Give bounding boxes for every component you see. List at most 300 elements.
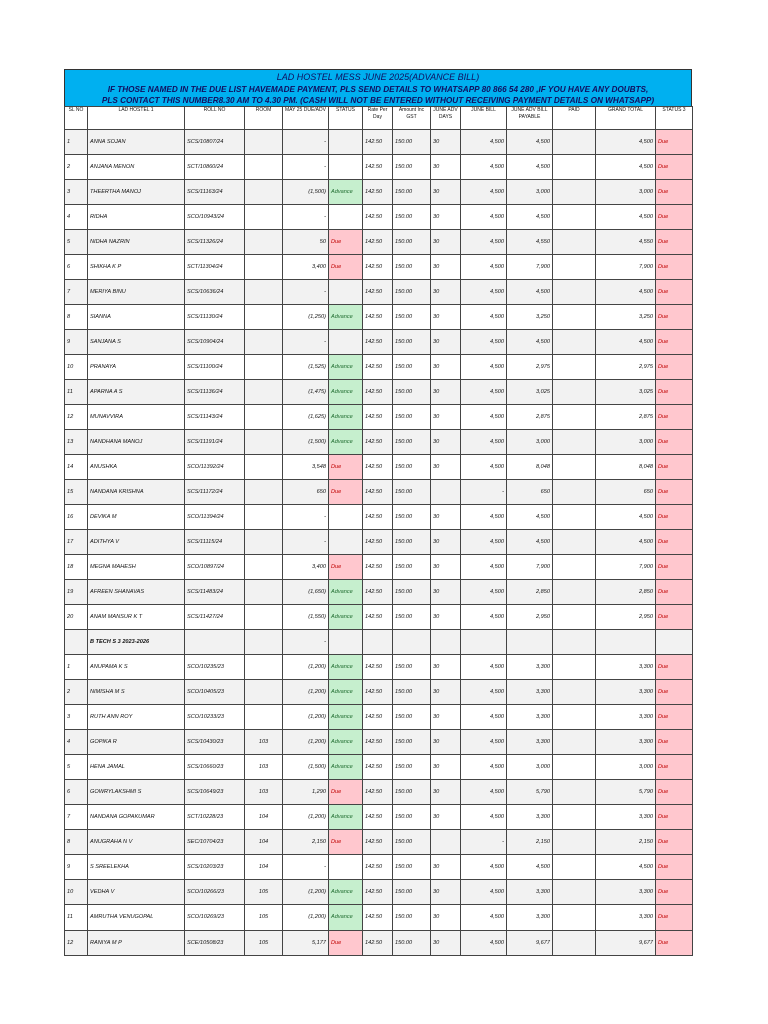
name-cell: SIANNA xyxy=(88,305,185,330)
name-cell: THEERTHA MANOJ xyxy=(88,180,185,205)
sl-no-cell: 6 xyxy=(65,255,88,280)
payable-cell: 4,500 xyxy=(507,205,553,230)
roll-no-cell: SCO/10235/23 xyxy=(185,655,245,680)
col-header: JUNE ADV DAYS xyxy=(431,107,461,130)
rate-cell: 142.50 xyxy=(363,530,393,555)
sl-no-cell: 15 xyxy=(65,480,88,505)
june-bill-cell: 4,500 xyxy=(461,680,507,705)
paid-cell xyxy=(553,280,596,305)
grand-total-cell: 3,300 xyxy=(596,655,656,680)
bill-rows xyxy=(65,130,693,956)
status3-cell: Due xyxy=(656,680,693,705)
status3-cell: Due xyxy=(656,605,693,630)
room-cell xyxy=(245,305,283,330)
june-bill-cell: 4,500 xyxy=(461,455,507,480)
june-bill-cell: 4,500 xyxy=(461,405,507,430)
room-cell xyxy=(245,580,283,605)
grand-total-cell: 650 xyxy=(596,480,656,505)
room-cell xyxy=(245,605,283,630)
paid-cell xyxy=(553,830,596,855)
rate-cell: 142.50 xyxy=(363,655,393,680)
amount-cell: 150.00 xyxy=(393,830,431,855)
sl-no-cell: 4 xyxy=(65,730,88,755)
grand-total-cell: 4,500 xyxy=(596,155,656,180)
room-cell xyxy=(245,180,283,205)
status3-cell: Due xyxy=(656,530,693,555)
name-cell: NANDHANA MANOJ xyxy=(88,430,185,455)
roll-no-cell: SCS/10660/23 xyxy=(185,755,245,780)
amount-cell: 150.00 xyxy=(393,380,431,405)
may-due-cell: 650 xyxy=(283,480,329,505)
paid-cell xyxy=(553,205,596,230)
status3-cell: Due xyxy=(656,255,693,280)
room-cell xyxy=(245,255,283,280)
amount-cell: 150.00 xyxy=(393,680,431,705)
paid-cell xyxy=(553,705,596,730)
name-cell: AMRUTHA VENUGOPAL xyxy=(88,905,185,930)
roll-no-cell: SCO/10269/23 xyxy=(185,905,245,930)
status3-cell: Due xyxy=(656,405,693,430)
paid-cell xyxy=(553,380,596,405)
name-cell: MERIYA BINU xyxy=(88,280,185,305)
adv-days-cell: 30 xyxy=(431,305,461,330)
june-bill-cell: 4,500 xyxy=(461,280,507,305)
table-row xyxy=(65,205,693,230)
sl-no-cell: 7 xyxy=(65,805,88,830)
rate-cell xyxy=(363,630,393,655)
sl-no-cell: 18 xyxy=(65,555,88,580)
amount-cell: 150.00 xyxy=(393,805,431,830)
name-cell: GOPIKA R xyxy=(88,730,185,755)
room-cell xyxy=(245,405,283,430)
june-bill-cell: 4,500 xyxy=(461,305,507,330)
grand-total-cell xyxy=(596,630,656,655)
status-cell: Due xyxy=(329,555,363,580)
roll-no-cell: SCS/10203/23 xyxy=(185,855,245,880)
rate-cell: 142.50 xyxy=(363,930,393,955)
adv-days-cell: 30 xyxy=(431,380,461,405)
payable-cell: 4,500 xyxy=(507,330,553,355)
june-bill-cell: 4,500 xyxy=(461,655,507,680)
status-cell: Advance xyxy=(329,405,363,430)
may-due-cell: - xyxy=(283,855,329,880)
status-cell: Advance xyxy=(329,655,363,680)
payable-cell: 7,900 xyxy=(507,555,553,580)
rate-cell: 142.50 xyxy=(363,180,393,205)
sl-no-cell: 8 xyxy=(65,305,88,330)
table-row xyxy=(65,355,693,380)
sl-no-cell: 1 xyxy=(65,655,88,680)
section-row xyxy=(65,630,693,655)
room-cell: 104 xyxy=(245,830,283,855)
sl-no-cell: 10 xyxy=(65,355,88,380)
june-bill-cell: 4,500 xyxy=(461,855,507,880)
name-cell: ANUPAMA K S xyxy=(88,655,185,680)
status3-cell: Due xyxy=(656,205,693,230)
may-due-cell: (1,200) xyxy=(283,705,329,730)
grand-total-cell: 3,250 xyxy=(596,305,656,330)
name-cell: VEDHA V xyxy=(88,880,185,905)
status-cell xyxy=(329,530,363,555)
roll-no-cell: SCO/11392/24 xyxy=(185,455,245,480)
may-due-cell: - xyxy=(283,155,329,180)
status3-cell: Due xyxy=(656,380,693,405)
payable-cell: 3,300 xyxy=(507,730,553,755)
rate-cell: 142.50 xyxy=(363,155,393,180)
sl-no-cell: 14 xyxy=(65,455,88,480)
adv-days-cell: 30 xyxy=(431,930,461,955)
status-cell xyxy=(329,505,363,530)
sl-no-cell: 13 xyxy=(65,430,88,455)
amount-cell: 150.00 xyxy=(393,905,431,930)
payable-cell: 2,875 xyxy=(507,405,553,430)
table-row xyxy=(65,230,693,255)
table-row xyxy=(65,680,693,705)
status-cell: Advance xyxy=(329,905,363,930)
paid-cell xyxy=(553,455,596,480)
status-cell: Advance xyxy=(329,380,363,405)
table-row xyxy=(65,655,693,680)
paid-cell xyxy=(553,580,596,605)
may-due-cell: - xyxy=(283,280,329,305)
sl-no-cell: 4 xyxy=(65,205,88,230)
sl-no-cell: 2 xyxy=(65,155,88,180)
rate-cell: 142.50 xyxy=(363,280,393,305)
payable-cell: 3,025 xyxy=(507,380,553,405)
name-cell: NIDHA NAZRIN xyxy=(88,230,185,255)
grand-total-cell: 3,025 xyxy=(596,380,656,405)
payable-cell: 9,677 xyxy=(507,930,553,955)
may-due-cell: (1,200) xyxy=(283,680,329,705)
payable-cell: 3,000 xyxy=(507,430,553,455)
adv-days-cell: 30 xyxy=(431,755,461,780)
roll-no-cell xyxy=(185,630,245,655)
rate-cell: 142.50 xyxy=(363,680,393,705)
table-row xyxy=(65,405,693,430)
col-header: JUNE ADV BILL PAYABLE xyxy=(507,107,553,130)
status-cell xyxy=(329,330,363,355)
col-header: Amount Inc GST xyxy=(393,107,431,130)
status-cell: Advance xyxy=(329,755,363,780)
amount-cell: 150.00 xyxy=(393,755,431,780)
room-cell xyxy=(245,205,283,230)
status3-cell: Due xyxy=(656,155,693,180)
header-row xyxy=(65,107,693,130)
name-cell: RUTH ANN ROY xyxy=(88,705,185,730)
amount-cell: 150.00 xyxy=(393,280,431,305)
payable-cell: 2,950 xyxy=(507,605,553,630)
table-row xyxy=(65,330,693,355)
col-header: PAID xyxy=(553,107,596,130)
status3-cell: Due xyxy=(656,805,693,830)
rate-cell: 142.50 xyxy=(363,830,393,855)
june-bill-cell: 4,500 xyxy=(461,330,507,355)
adv-days-cell: 30 xyxy=(431,905,461,930)
may-due-cell: - xyxy=(283,630,329,655)
room-cell xyxy=(245,705,283,730)
rate-cell: 142.50 xyxy=(363,555,393,580)
payable-cell: 3,000 xyxy=(507,180,553,205)
amount-cell: 150.00 xyxy=(393,605,431,630)
payable-cell: 2,850 xyxy=(507,580,553,605)
status3-cell: Due xyxy=(656,730,693,755)
may-due-cell: 3,548 xyxy=(283,455,329,480)
status-cell: Due xyxy=(329,230,363,255)
status-cell: Due xyxy=(329,780,363,805)
june-bill-cell: 4,500 xyxy=(461,255,507,280)
roll-no-cell: SCS/10904/24 xyxy=(185,330,245,355)
rate-cell: 142.50 xyxy=(363,480,393,505)
payable-cell: 4,500 xyxy=(507,130,553,155)
name-cell: NIMISHA M S xyxy=(88,680,185,705)
room-cell xyxy=(245,355,283,380)
table-row xyxy=(65,605,693,630)
roll-no-cell: SCO/10943/24 xyxy=(185,205,245,230)
table-row xyxy=(65,130,693,155)
col-header: GRAND TOTAL xyxy=(596,107,656,130)
sl-no-cell: 17 xyxy=(65,530,88,555)
status3-cell: Due xyxy=(656,880,693,905)
june-bill-cell: 4,500 xyxy=(461,730,507,755)
status3-cell: Due xyxy=(656,755,693,780)
payable-cell: 4,500 xyxy=(507,505,553,530)
table-row xyxy=(65,530,693,555)
rate-cell: 142.50 xyxy=(363,430,393,455)
may-due-cell: 3,400 xyxy=(283,255,329,280)
paid-cell xyxy=(553,905,596,930)
amount-cell: 150.00 xyxy=(393,230,431,255)
payable-cell: 3,300 xyxy=(507,905,553,930)
mess-bill-sheet xyxy=(64,69,692,956)
status3-cell: Due xyxy=(656,705,693,730)
status-cell: Advance xyxy=(329,180,363,205)
roll-no-cell: SCS/11100/24 xyxy=(185,355,245,380)
grand-total-cell: 3,000 xyxy=(596,755,656,780)
paid-cell xyxy=(553,305,596,330)
grand-total-cell: 2,850 xyxy=(596,580,656,605)
sl-no-cell: 12 xyxy=(65,405,88,430)
status-cell: Advance xyxy=(329,680,363,705)
name-cell: AFREEN SHANAVAS xyxy=(88,580,185,605)
adv-days-cell: 30 xyxy=(431,230,461,255)
col-header: Rate Per Day xyxy=(363,107,393,130)
adv-days-cell xyxy=(431,830,461,855)
may-due-cell: - xyxy=(283,330,329,355)
table-row xyxy=(65,855,693,880)
table-row xyxy=(65,380,693,405)
adv-days-cell: 30 xyxy=(431,530,461,555)
rate-cell: 142.50 xyxy=(363,855,393,880)
room-cell: 103 xyxy=(245,780,283,805)
status3-cell: Due xyxy=(656,180,693,205)
amount-cell: 150.00 xyxy=(393,330,431,355)
room-cell xyxy=(245,630,283,655)
may-due-cell: 5,177 xyxy=(283,930,329,955)
may-due-cell: (1,200) xyxy=(283,805,329,830)
adv-days-cell: 30 xyxy=(431,555,461,580)
room-cell xyxy=(245,505,283,530)
name-cell: ANUGRAHA N V xyxy=(88,830,185,855)
rate-cell: 142.50 xyxy=(363,880,393,905)
paid-cell xyxy=(553,130,596,155)
adv-days-cell xyxy=(431,480,461,505)
status-cell: Due xyxy=(329,455,363,480)
status3-cell: Due xyxy=(656,130,693,155)
grand-total-cell: 3,300 xyxy=(596,680,656,705)
notice-line-1: IF THOSE NAMED IN THE DUE LIST HAVEMADE PAYMENT, PLS SEND DETAILS TO WHATSAPP 80 866 54 280 ,IF YOU HAVE ANY DOUBTS, xyxy=(107,85,649,94)
paid-cell xyxy=(553,555,596,580)
sl-no-cell: 7 xyxy=(65,280,88,305)
adv-days-cell: 30 xyxy=(431,505,461,530)
amount-cell: 150.00 xyxy=(393,255,431,280)
table-row xyxy=(65,555,693,580)
roll-no-cell: SEC/10704/23 xyxy=(185,830,245,855)
paid-cell xyxy=(553,605,596,630)
may-due-cell: 50 xyxy=(283,230,329,255)
adv-days-cell: 30 xyxy=(431,730,461,755)
rate-cell: 142.50 xyxy=(363,455,393,480)
adv-days-cell: 30 xyxy=(431,330,461,355)
payable-cell xyxy=(507,630,553,655)
table-row xyxy=(65,255,693,280)
payable-cell: 3,300 xyxy=(507,705,553,730)
amount-cell: 150.00 xyxy=(393,205,431,230)
room-cell: 105 xyxy=(245,880,283,905)
grand-total-cell: 2,950 xyxy=(596,605,656,630)
roll-no-cell: SCT/11304/24 xyxy=(185,255,245,280)
col-header: STATUS 3 xyxy=(656,107,693,130)
payable-cell: 3,000 xyxy=(507,755,553,780)
paid-cell xyxy=(553,355,596,380)
name-cell: RANIYA M P xyxy=(88,930,185,955)
roll-no-cell: SCS/10649/23 xyxy=(185,780,245,805)
may-due-cell: (1,200) xyxy=(283,730,329,755)
grand-total-cell: 4,500 xyxy=(596,530,656,555)
june-bill-cell: 4,500 xyxy=(461,155,507,180)
rate-cell: 142.50 xyxy=(363,505,393,530)
sl-no-cell: 9 xyxy=(65,855,88,880)
grand-total-cell: 4,500 xyxy=(596,330,656,355)
name-cell: ANAM MANSUR K T xyxy=(88,605,185,630)
sl-no-cell: 3 xyxy=(65,180,88,205)
paid-cell xyxy=(553,330,596,355)
adv-days-cell: 30 xyxy=(431,405,461,430)
roll-no-cell: SCS/11483/24 xyxy=(185,580,245,605)
june-bill-cell: 4,500 xyxy=(461,505,507,530)
room-cell: 103 xyxy=(245,755,283,780)
table-row xyxy=(65,155,693,180)
paid-cell xyxy=(553,505,596,530)
june-bill-cell: 4,500 xyxy=(461,180,507,205)
sl-no-cell: 2 xyxy=(65,680,88,705)
roll-no-cell: SCS/10636/24 xyxy=(185,280,245,305)
june-bill-cell: 4,500 xyxy=(461,130,507,155)
room-cell xyxy=(245,130,283,155)
name-cell: RIDHA xyxy=(88,205,185,230)
rate-cell: 142.50 xyxy=(363,705,393,730)
roll-no-cell: SCS/11163/24 xyxy=(185,180,245,205)
rate-cell: 142.50 xyxy=(363,330,393,355)
sl-no-cell: 3 xyxy=(65,705,88,730)
paid-cell xyxy=(553,730,596,755)
paid-cell xyxy=(553,680,596,705)
table-row xyxy=(65,805,693,830)
adv-days-cell: 30 xyxy=(431,280,461,305)
june-bill-cell: 4,500 xyxy=(461,205,507,230)
sheet-banner xyxy=(64,69,692,106)
name-cell: ANNA SOJAN xyxy=(88,130,185,155)
col-header: ROLL NO xyxy=(185,107,245,130)
status-cell: Advance xyxy=(329,805,363,830)
rate-cell: 142.50 xyxy=(363,255,393,280)
grand-total-cell: 2,150 xyxy=(596,830,656,855)
adv-days-cell: 30 xyxy=(431,430,461,455)
rate-cell: 142.50 xyxy=(363,305,393,330)
status-cell xyxy=(329,155,363,180)
room-cell xyxy=(245,330,283,355)
payable-cell: 2,975 xyxy=(507,355,553,380)
amount-cell: 150.00 xyxy=(393,430,431,455)
grand-total-cell: 5,790 xyxy=(596,780,656,805)
june-bill-cell: 4,500 xyxy=(461,530,507,555)
name-cell: S SREELEKHA xyxy=(88,855,185,880)
roll-no-cell: SCS/11130/24 xyxy=(185,305,245,330)
grand-total-cell: 9,677 xyxy=(596,930,656,955)
room-cell xyxy=(245,480,283,505)
june-bill-cell xyxy=(461,630,507,655)
june-bill-cell: 4,500 xyxy=(461,355,507,380)
room-cell: 104 xyxy=(245,855,283,880)
paid-cell xyxy=(553,930,596,955)
adv-days-cell: 30 xyxy=(431,880,461,905)
may-due-cell: (1,550) xyxy=(283,605,329,630)
adv-days-cell: 30 xyxy=(431,130,461,155)
room-cell: 105 xyxy=(245,930,283,955)
rate-cell: 142.50 xyxy=(363,130,393,155)
amount-cell: 150.00 xyxy=(393,480,431,505)
roll-no-cell: SCO/10266/23 xyxy=(185,880,245,905)
adv-days-cell: 30 xyxy=(431,705,461,730)
sl-no-cell: 16 xyxy=(65,505,88,530)
payable-cell: 3,300 xyxy=(507,655,553,680)
amount-cell: 150.00 xyxy=(393,530,431,555)
sl-no-cell: 11 xyxy=(65,380,88,405)
grand-total-cell: 3,300 xyxy=(596,705,656,730)
amount-cell: 150.00 xyxy=(393,930,431,955)
grand-total-cell: 3,300 xyxy=(596,905,656,930)
notice-line-2: PLS CONTACT THIS NUMBER8.30 AM TO 4.30 PM. (CASH WILL NOT BE ENTERED WITHOUT RECEIVING PAYMENT DETAILS ON WHATSAPP) xyxy=(101,96,655,105)
june-bill-cell: 4,500 xyxy=(461,230,507,255)
status-cell xyxy=(329,280,363,305)
may-due-cell: - xyxy=(283,130,329,155)
rate-cell: 142.50 xyxy=(363,205,393,230)
adv-days-cell: 30 xyxy=(431,855,461,880)
sl-no-cell: 20 xyxy=(65,605,88,630)
june-bill-cell: 4,500 xyxy=(461,930,507,955)
status-cell: Due xyxy=(329,480,363,505)
payable-cell: 3,300 xyxy=(507,680,553,705)
table-row xyxy=(65,455,693,480)
roll-no-cell: SCS/11172/24 xyxy=(185,480,245,505)
status3-cell: Due xyxy=(656,505,693,530)
amount-cell: 150.00 xyxy=(393,855,431,880)
table-row xyxy=(65,705,693,730)
amount-cell: 150.00 xyxy=(393,580,431,605)
roll-no-cell: SCO/10897/24 xyxy=(185,555,245,580)
status3-cell: Due xyxy=(656,230,693,255)
name-cell: SANJANA S xyxy=(88,330,185,355)
payable-cell: 3,250 xyxy=(507,305,553,330)
